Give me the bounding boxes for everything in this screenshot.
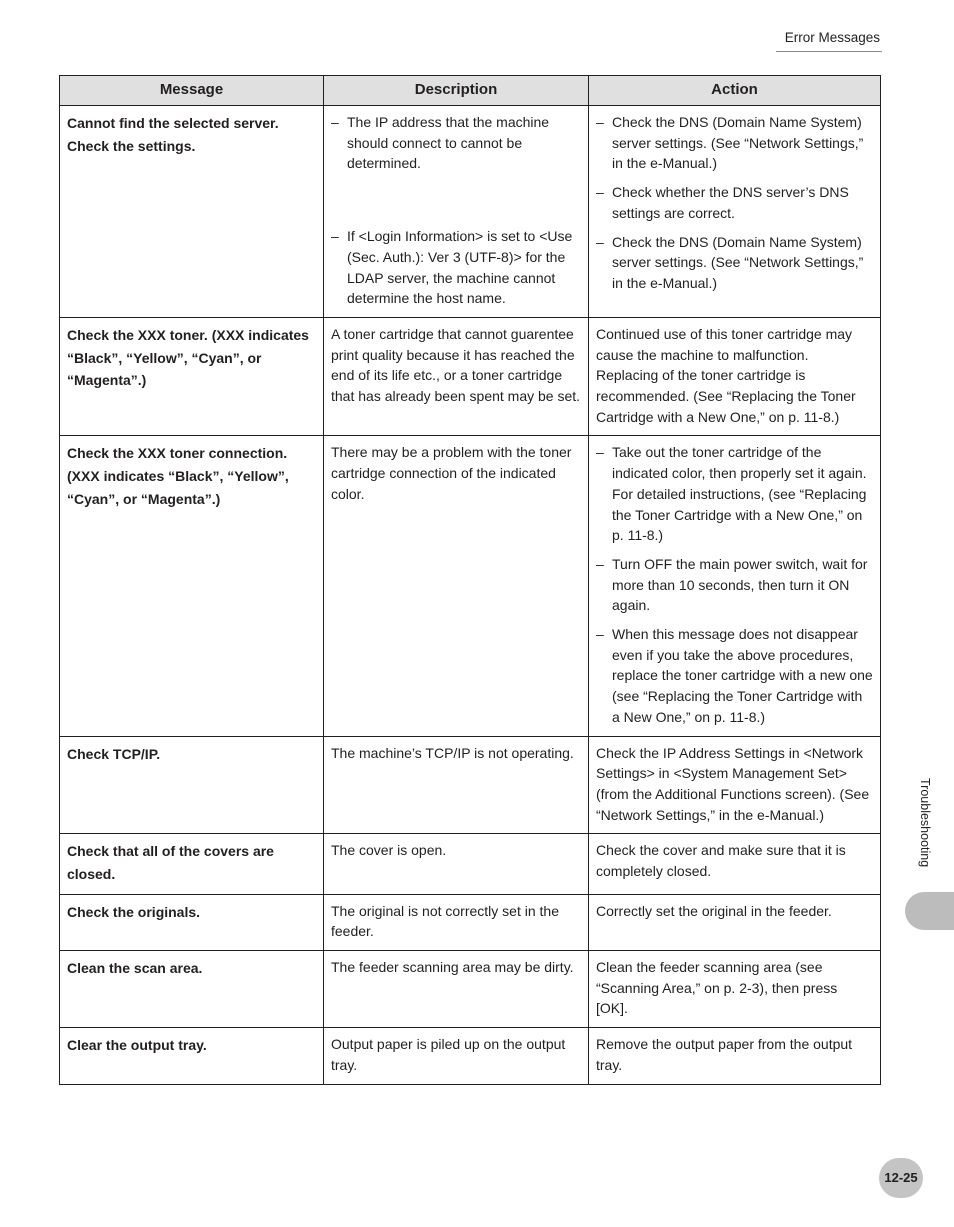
dash-bullet: –	[331, 228, 339, 245]
description-text: If <Login Information> is set to <Use (Sec. Auth.): Ver 3 (UTF-8)> for the LDAP server, the machine cannot determine the host name.	[347, 228, 573, 307]
action-text: Check the DNS (Domain Name System) server settings. (See “Network Settings,” in the e-Manual.)	[612, 114, 864, 172]
table-row	[60, 436, 881, 736]
action-cell: Remove the output paper from the output tray.	[589, 1028, 881, 1084]
column-header-description: Description	[324, 76, 589, 106]
table-row	[60, 894, 881, 950]
message-cell: Check the XXX toner. (XXX indicates “Black”, “Yellow”, “Cyan”, or “Magenta”.)	[60, 317, 324, 436]
action-cell: Clean the feeder scanning area (see “Scanning Area,” on p. 2-3), then press [OK].	[589, 950, 881, 1027]
page-number: 12-25	[879, 1158, 923, 1198]
dash-bullet: –	[596, 114, 604, 130]
action-cell	[589, 106, 881, 318]
action-item	[596, 624, 873, 728]
action-cell: Check the cover and make sure that it is completely closed.	[589, 834, 881, 894]
action-cell: Check the IP Address Settings in <Network Settings> in <System Management Set> (from the Additional Functions screen). (See “Network Settings,” in the e-Manual.)	[589, 736, 881, 834]
action-text: Check the DNS (Domain Name System) server settings. (See “Network Settings,” in the e-Manual.)	[612, 233, 864, 291]
table-row	[60, 1028, 881, 1084]
message-cell: Clean the scan area.	[60, 950, 324, 1027]
description-item	[331, 226, 581, 309]
table-row	[60, 950, 881, 1027]
action-text: When this message does not disappear even if you take the above procedures, replace the toner cartridge with a new one (see “Replacing the Toner Cartridge with a New One,” on p. 11-8.)	[612, 626, 873, 725]
description-cell: The machine’s TCP/IP is not operating.	[324, 736, 589, 834]
header-rule	[776, 51, 882, 52]
action-item	[596, 554, 873, 616]
dash-bullet: –	[596, 626, 604, 643]
description-item	[331, 112, 581, 174]
description-cell: The feeder scanning area may be dirty.	[324, 950, 589, 1027]
action-text: Take out the toner cartridge of the indicated color, then properly set it again. For detailed instructions, (see “Replacing the Toner Cartridge with a New One,” on p. 11-8.)	[612, 444, 867, 544]
message-cell: Check that all of the covers are closed.	[60, 834, 324, 894]
chapter-side-label-text: Troubleshooting	[918, 778, 932, 868]
dash-bullet: –	[596, 555, 604, 572]
table-row	[60, 106, 881, 318]
action-text: Turn OFF the main power switch, wait for more than 10 seconds, then turn it ON again.	[612, 555, 868, 614]
table-header-row	[60, 76, 881, 106]
message-cell: Check the XXX toner connection. (XXX indicates “Black”, “Yellow”, “Cyan”, or “Magenta”.)	[60, 436, 324, 736]
action-item	[596, 232, 873, 294]
dash-bullet: –	[596, 444, 604, 461]
description-cell: The cover is open.	[324, 834, 589, 894]
message-cell: Cannot find the selected server. Check the settings.	[60, 106, 324, 318]
description-text: The IP address that the machine should connect to cannot be determined.	[347, 114, 550, 172]
action-item	[596, 182, 873, 223]
description-cell: The original is not correctly set in the feeder.	[324, 894, 589, 950]
action-cell: Continued use of this toner cartridge may cause the machine to malfunction. Replacing of the toner cartridge is recommended. (See “Replacing the Toner Cartridge with a New One,” on p. 11-8.)	[589, 317, 881, 436]
action-cell: Correctly set the original in the feeder.	[589, 894, 881, 950]
description-cell	[324, 106, 589, 318]
chapter-thumb-tab	[905, 892, 954, 930]
page-section-title: Error Messages	[784, 30, 880, 45]
error-messages-table	[59, 75, 881, 1085]
dash-bullet: –	[596, 184, 604, 201]
column-header-action: Action	[589, 76, 881, 106]
dash-bullet: –	[596, 233, 604, 250]
description-cell: A toner cartridge that cannot guarentee print quality because it has reached the end of its life etc., or a toner cartridge that has already been spent may be set.	[324, 317, 589, 436]
table-row	[60, 834, 881, 894]
action-item	[596, 112, 873, 174]
action-cell	[589, 436, 881, 736]
message-cell: Check TCP/IP.	[60, 736, 324, 834]
description-cell: Output paper is piled up on the output tray.	[324, 1028, 589, 1084]
action-item	[596, 442, 873, 546]
description-cell: There may be a problem with the toner cartridge connection of the indicated color.	[324, 436, 589, 736]
table-row	[60, 736, 881, 834]
column-header-message: Message	[60, 76, 324, 106]
dash-bullet: –	[331, 114, 339, 130]
action-text: Check whether the DNS server’s DNS settings are correct.	[612, 184, 849, 221]
message-cell: Check the originals.	[60, 894, 324, 950]
table-row	[60, 317, 881, 436]
message-cell: Clear the output tray.	[60, 1028, 324, 1084]
